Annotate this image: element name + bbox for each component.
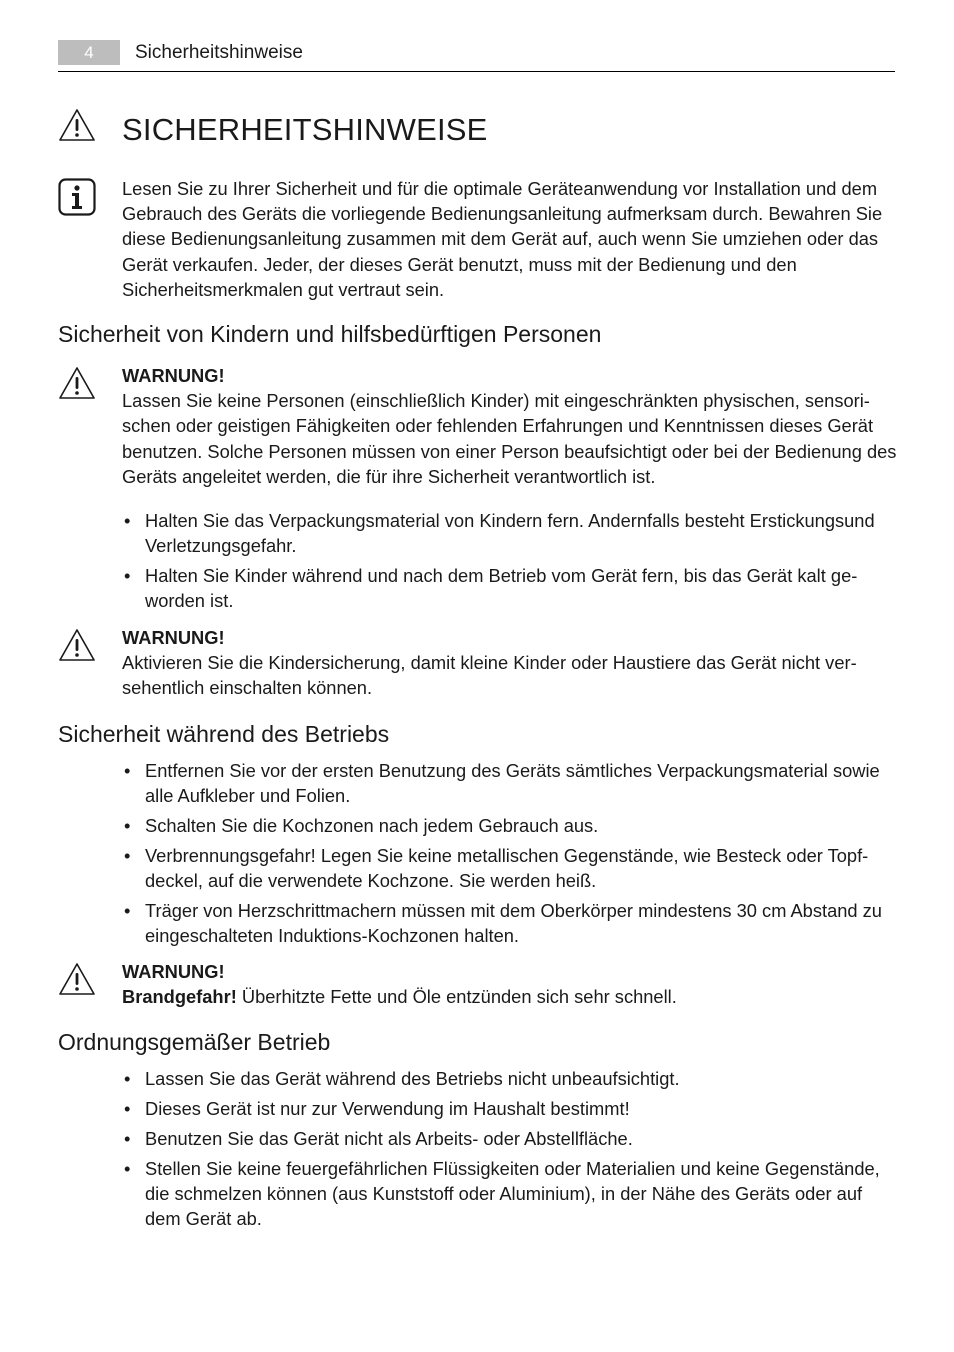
intro-paragraph: Lesen Sie zu Ihrer Sicherheit und für die optimale Geräteanwendung vor Installation und dem Gebrauch des Geräts die vorliegende Bedienungsanleitung aufmerksam durch. Bewahren Sie diese Bedienungsanleitung zusammen mit dem Gerät auf, auch wenn Sie umziehen oder das Gerät verkaufen. Jeder, der dieses Gerät benutzt, muss mit der Bedienung und den Sicherheitsmerkmalen gut vertraut sein.: [122, 178, 883, 300]
list-item: • Stellen Sie keine feuergefährlichen Flüssigkeiten oder Materialien und keine Gegenstände, die schmelzen können (aus Kunststoff oder Aluminium), in der Nähe des Geräts oder auf dem Gerät ab.: [122, 1156, 882, 1232]
page-title: SICHERHEITSHINWEISE: [122, 112, 488, 147]
warning-text: Aktivieren Sie die Kindersicherung, damit kleine Kinder oder Haustiere das Gerät nicht versehentlich einschalten können.: [122, 652, 857, 699]
section-heading-children: Sicherheit von Kindern und hilfsbedürftigen Personen: [58, 321, 602, 347]
fire-hazard-label: Brandgefahr!: [122, 986, 237, 1008]
list-item: • Dieses Gerät ist nur zur Verwendung im Haushalt bestimmt!: [122, 1096, 882, 1121]
section-heading-proper-use: Ordnungsgemäßer Betrieb: [58, 1029, 331, 1055]
page-number: 4: [58, 40, 120, 65]
bullet-list: [122, 1066, 882, 1236]
list-item: • Entfernen Sie vor der ersten Benutzung des Geräts sämtliches Verpackungsmaterial sowie alle Aufkleber und Folien.: [122, 758, 882, 808]
warning-label: WARNUNG!: [122, 961, 225, 982]
warning-label: WARNUNG!: [122, 365, 225, 386]
list-item: • Halten Sie das Verpackungsmaterial von Kindern fern. Andernfalls besteht Erstickungsund Verletzungsgefahr.: [122, 508, 882, 558]
page-header: [58, 40, 895, 72]
list-item: • Schalten Sie die Kochzonen nach jedem Gebrauch aus.: [122, 813, 882, 838]
warning-triangle-icon: [58, 366, 96, 400]
list-item: • Lassen Sie das Gerät während des Betriebs nicht unbeaufsichtigt.: [122, 1066, 882, 1091]
warning-text: Überhitzte Fette und Öle entzünden sich sehr schnell.: [236, 986, 677, 1008]
list-item: • Träger von Herzschrittmachern müssen mit dem Oberkörper mindestens 30 cm Abstand zu eingeschalteten Induktions-Kochzonen halten.: [122, 898, 882, 948]
warning-block: [122, 625, 897, 701]
warning-text: Lassen Sie keine Personen (einschließlich Kinder) mit eingeschränkten physischen, sensorischen oder geistigen Fähigkeiten oder fehlenden Erfahrungen und Kenntnissen dieses Gerät benutzen. Solche Personen müssen von einer Person beaufsichtigt oder bei der Bedienung des Geräts angeleitet werden, die für ihre Sicherheit verantwortlich ist.: [122, 390, 897, 487]
bullet-list: [122, 508, 882, 618]
warning-triangle-icon: [58, 962, 96, 996]
warning-label: WARNUNG!: [122, 627, 225, 648]
list-item: • Verbrennungsgefahr! Legen Sie keine metallischen Gegenstände, wie Besteck oder Topfdeckel, auf die verwendete Kochzone. Sie werden heiß.: [122, 843, 882, 893]
info-icon: [58, 178, 96, 216]
bullet-list: [122, 758, 882, 953]
warning-block: [122, 959, 897, 1009]
warning-triangle-icon: [58, 108, 96, 142]
warning-block: [122, 363, 897, 489]
warning-triangle-icon: [58, 628, 96, 662]
list-item: • Halten Sie Kinder während und nach dem Betrieb vom Gerät fern, bis das Gerät kalt geworden ist.: [122, 563, 882, 613]
list-item: • Benutzen Sie das Gerät nicht als Arbeits- oder Abstellfläche.: [122, 1126, 882, 1151]
header-section-title: Sicherheitshinweise: [135, 42, 303, 63]
section-heading-operation: Sicherheit während des Betriebs: [58, 721, 390, 747]
